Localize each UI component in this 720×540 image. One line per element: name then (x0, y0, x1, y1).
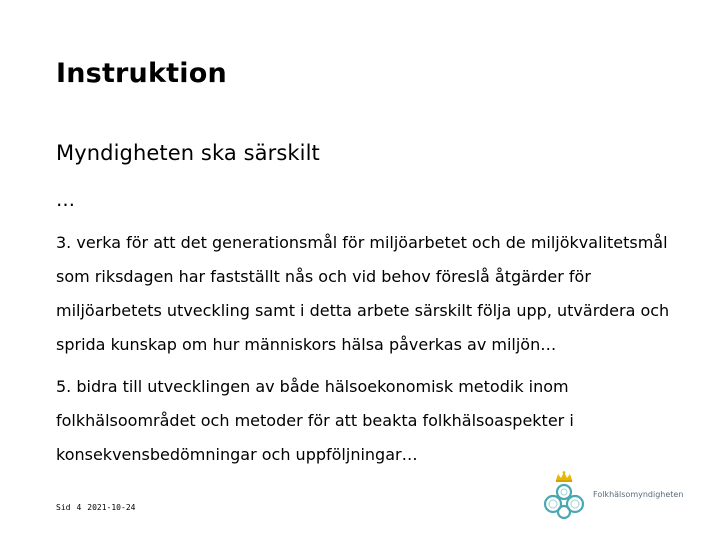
paragraph-line: folkhälsoområdet och metoder för att beakta folkhälsoaspekter i (56, 411, 574, 430)
agency-logo (536, 470, 684, 520)
paragraph-line: konsekvensbedömningar och uppföljningar… (56, 445, 418, 464)
paragraph-line: 5. bidra till utvecklingen av både hälsoekonomisk metodik inom (56, 377, 569, 396)
slide-title: Instruktion (56, 58, 227, 89)
slide-subtitle: Myndigheten ska särskilt (56, 141, 320, 165)
paragraph-line: sprida kunskap om hur människors hälsa påverkas av miljön… (56, 335, 557, 354)
logo-wordmark: Folkhälsomyndigheten (593, 490, 684, 499)
ellipsis-marker: … (56, 189, 75, 211)
page-label: Sid (56, 503, 71, 512)
footer-date: 2021-10-24 (87, 503, 136, 512)
paragraph-item-3 (56, 232, 669, 368)
slide-footer (56, 503, 141, 512)
paragraph-item-5 (56, 376, 574, 478)
paragraph-line: som riksdagen har fastställt nås och vid behov föreslå åtgärder för (56, 267, 591, 286)
page-number: 4 (76, 503, 82, 512)
paragraph-line: 3. verka för att det generationsmål för miljöarbetet och de miljökvalitetsmål (56, 233, 668, 252)
crown-emblem-icon (536, 470, 592, 520)
paragraph-line: miljöarbetets utveckling samt i detta arbete särskilt följa upp, utvärdera och (56, 301, 670, 320)
